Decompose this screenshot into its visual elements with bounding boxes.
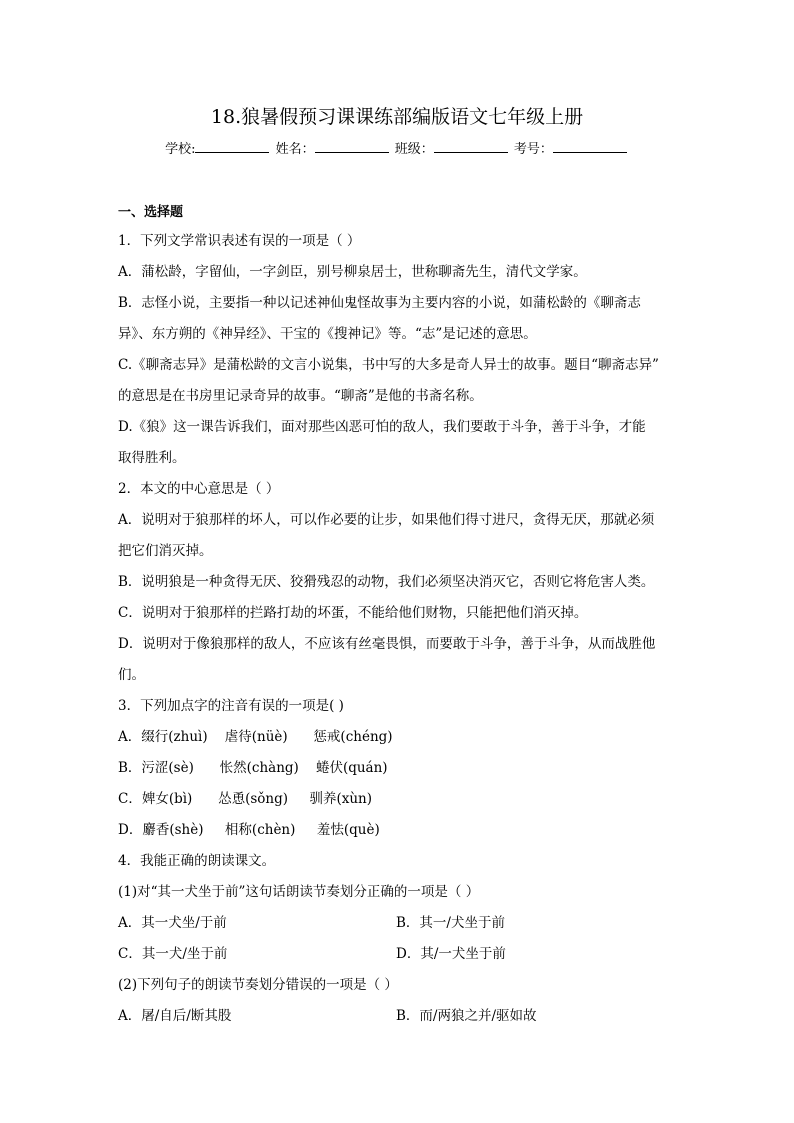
sub-question-1-options-row-1 [118, 908, 683, 939]
option-c: C．说明对于狼那样的拦路打劫的坏蛋，不能给他们财物，只能把他们消灭掉。 [118, 605, 588, 621]
option-b: B．而/两狼之并/驱如故 [396, 1008, 537, 1024]
option-d: D．说明对于像狼那样的敌人，不应该有丝毫畏惧，而要敢于斗争，善于斗争，从而战胜他 [118, 636, 656, 652]
option-c: C．婢女(bì) 怂恿(sǒng) 驯养(xùn) [118, 791, 372, 807]
question-content [118, 200, 683, 1032]
option-a: A．屠/自后/断其股 [118, 1008, 232, 1024]
option-a-cont: 把它们消灭掉。 [118, 543, 213, 559]
sub-question-1-stem: (1)对“其一犬坐于前”这句话朗读节奏划分正确的一项是（ ） [118, 884, 480, 900]
option-d: D．麝香(shè) 相称(chèn) 羞怯(què) [118, 822, 380, 838]
question-stem: 3．下列加点字的注音有误的一项是( ) [118, 698, 344, 714]
question-2 [118, 474, 683, 691]
option-c-cont: 的意思是在书房里记录奇异的故事。“聊斋”是他的书斋名称。 [118, 388, 483, 404]
question-stem: 4．我能正确的朗读课文。 [118, 853, 276, 869]
option-d: D．其/一犬坐于前 [396, 946, 506, 962]
option-a: A．蒲松龄，字留仙，一字剑臣，别号柳泉居士，世称聊斋先生，清代文学家。 [118, 264, 587, 280]
school-label: 学校: [165, 142, 196, 157]
exam-no-blank[interactable] [553, 138, 627, 153]
option-a: A．缀行(zhuì) 虐待(nüè) 惩戒(chéng) [118, 729, 393, 745]
question-4 [118, 846, 683, 1032]
question-1 [118, 226, 683, 474]
section-heading: 一、选择题 [118, 205, 184, 220]
option-b: B．志怪小说，主要指一种以记述神仙鬼怪故事为主要内容的小说，如蒲松龄的《聊斋志 [118, 295, 641, 311]
school-blank[interactable] [195, 138, 269, 153]
question-stem: 2．本文的中心意思是（ ） [118, 481, 280, 497]
class-blank[interactable] [434, 138, 508, 153]
option-b: B．污涩(sè) 怅然(chàng) 蜷伏(quán) [118, 760, 388, 776]
class-label: 班级： [394, 142, 434, 157]
exam-no-label: 考号： [513, 142, 553, 157]
option-d-cont: 们。 [118, 667, 145, 683]
question-3 [118, 691, 683, 846]
option-c: C．其一犬/坐于前 [118, 946, 228, 962]
option-b: B．说明狼是一种贪得无厌、狡猾残忍的动物，我们必须坚决消灭它，否则它将危害人类。 [118, 574, 655, 590]
question-stem: 1．下列文学常识表述有误的一项是（ ） [118, 233, 361, 249]
page-title: 18.狼暑假预习课课练部编版语文七年级上册 [210, 106, 584, 128]
option-d: D.《狼》这一课告诉我们，面对那些凶恶可怕的敌人，我们要敢于斗争，善于斗争，才能 [118, 419, 646, 435]
sub-question-2-options-row-1 [118, 1001, 683, 1032]
student-info-row [0, 138, 794, 160]
sub-question-1-options-row-2 [118, 939, 683, 970]
option-d-cont: 取得胜利。 [118, 450, 186, 466]
sub-question-2-stem: (2)下列句子的朗读节奏划分错误的一项是（ ） [118, 977, 398, 993]
option-c: C.《聊斋志异》是蒲松龄的文言小说集，书中写的大多是奇人异士的故事。题目“聊斋志异” [118, 357, 659, 373]
name-blank[interactable] [315, 138, 389, 153]
option-a: A．说明对于狼那样的坏人，可以作必要的让步，如果他们得寸进尺，贪得无厌，那就必须 [118, 512, 655, 528]
option-a: A．其一犬坐/于前 [118, 915, 227, 931]
option-b-cont: 异》、东方朔的《神异经》、干宝的《搜神记》等。“志”是记述的意思。 [118, 326, 537, 342]
option-b: B．其一/犬坐于前 [396, 915, 505, 931]
name-label: 姓名： [275, 142, 315, 157]
